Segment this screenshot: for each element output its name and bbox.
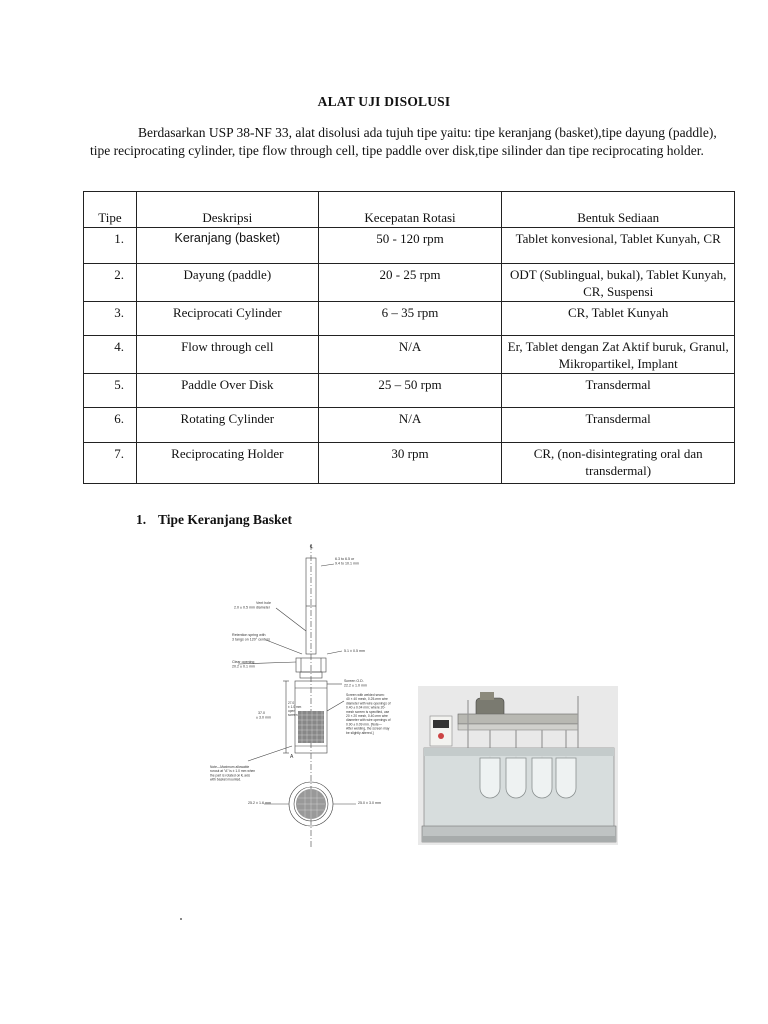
- table-row: [84, 264, 735, 302]
- cell-tipe: 3.: [84, 302, 137, 336]
- cell-tipe: 6.: [84, 408, 137, 443]
- label-h37-line-2: ± 3.0 mm: [256, 715, 271, 720]
- label-weld: [346, 693, 391, 735]
- label-centerline: ℄: [310, 544, 314, 550]
- cell-deskripsi: Flow through cell: [136, 336, 318, 374]
- document-title: ALAT UJI DISOLUSI: [317, 94, 451, 109]
- cell-deskripsi: Keranjang (basket): [136, 228, 318, 264]
- label-weld-line-1: Screen with welded seam:: [346, 693, 385, 697]
- label-clear: [232, 660, 255, 669]
- cell-kecepatan: 6 – 35 rpm: [318, 302, 502, 336]
- label-note-line-4: with basket mounted.: [210, 777, 242, 782]
- header-sediaan: Bentuk Sediaan: [502, 192, 735, 228]
- table-header-row: [84, 192, 735, 228]
- table-row: [84, 374, 735, 408]
- cell-tipe: 1.: [84, 228, 137, 264]
- cell-sediaan: Transdermal: [502, 374, 735, 408]
- label-screen-line-1: Screen O.D.: [344, 679, 364, 683]
- label-clear-line-1: Clear opening: [232, 660, 255, 664]
- label-weld-line-3: diameter with wire openings of: [346, 701, 391, 706]
- cell-sediaan: CR, (non-disintegrating oral dan transdermal): [502, 443, 735, 484]
- cell-sediaan: CR, Tablet Kunyah: [502, 302, 735, 336]
- label-d252: 25.2 ± 1.6 mm: [248, 801, 271, 805]
- stray-mark: [180, 918, 182, 920]
- label-weld-line-10: be slightly altered.]: [346, 730, 374, 735]
- cell-deskripsi: Dayung (paddle): [136, 264, 318, 302]
- cell-kecepatan: 25 – 50 rpm: [318, 374, 502, 408]
- cell-deskripsi: Rotating Cylinder: [136, 408, 318, 443]
- label-screen: [344, 679, 367, 688]
- cell-sediaan: Er, Tablet dengan Zat Aktif buruk, Granul, Mikropartikel, Implant: [502, 336, 735, 374]
- label-weld-line-8: 0.90 ± 0.09 mm. [Note—: [346, 722, 382, 727]
- basket-diagram: [206, 536, 412, 854]
- label-spring: [232, 633, 270, 642]
- cell-tipe: 4.: [84, 336, 137, 374]
- label-weld-line-5: mesh screen is specified, use: [346, 709, 390, 714]
- label-open-line-1: 27.0: [288, 701, 295, 705]
- label-weld-line-2: 40 × 40 mesh, 0.25-mm wire: [346, 697, 388, 702]
- label-shaft-line-1: 6.3 to 6.5 or: [335, 557, 355, 561]
- label-screen-line-2: 22.2 ± 1.0 mm: [344, 683, 367, 688]
- cell-deskripsi: Paddle Over Disk: [136, 374, 318, 408]
- label-d250: 25.0 ± 3.0 mm: [358, 801, 381, 805]
- label-shaft: [335, 557, 359, 566]
- label-note-line-1: Note—Maximum allowable: [210, 765, 250, 769]
- cell-deskripsi: Reciprocati Cylinder: [136, 302, 318, 336]
- label-note-line-3: the part is rotated on ℄ axis: [210, 773, 251, 778]
- label-a: A: [290, 754, 294, 760]
- cell-kecepatan: N/A: [318, 336, 502, 374]
- dissolution-apparatus-photo: [418, 686, 618, 845]
- table-row: [84, 443, 735, 484]
- label-weld-line-7: diameter with wire openings of: [346, 718, 391, 723]
- label-shaft-line-2: 9.4 to 10.1 mm: [335, 561, 359, 566]
- intro-text: Berdasarkan USP 38-NF 33, alat disolusi ada tujuh tipe yaitu: tipe keranjang (basket),tipe dayung (paddle), tipe reciprocating cylinder, tipe flow through cell, tipe paddle over disk,tipe silinder dan tipe reciprocating holder.: [90, 125, 717, 158]
- table-row: [84, 228, 735, 264]
- table-row: [84, 302, 735, 336]
- cell-sediaan: ODT (Sublingual, bukal), Tablet Kunyah, CR, Suspensi: [502, 264, 735, 302]
- header-tipe: Tipe: [84, 192, 137, 228]
- label-vent: [234, 601, 271, 610]
- cell-tipe: 7.: [84, 443, 137, 484]
- section-heading: [136, 512, 292, 528]
- cell-kecepatan: 20 - 25 rpm: [318, 264, 502, 302]
- label-spring-line-2: 3 tangs on 120° centers: [232, 637, 270, 642]
- table-row: [84, 408, 735, 443]
- label-vent-line-1: Vent hole: [256, 601, 271, 605]
- label-weld-line-9: After welding, the screen may: [346, 726, 390, 731]
- label-h37-line-1: 37.0: [258, 711, 265, 715]
- label-open-line-4: screen: [288, 713, 298, 717]
- label-spring-line-1: Retention spring with: [232, 633, 266, 637]
- cell-tipe: 5.: [84, 374, 137, 408]
- cell-kecepatan: 30 rpm: [318, 443, 502, 484]
- cell-sediaan: Transdermal: [502, 408, 735, 443]
- label-dim51: 5.1 ± 0.5 mm: [344, 649, 365, 653]
- cell-sediaan: Tablet konvesional, Tablet Kunyah, CR: [502, 228, 735, 264]
- header-kecepatan: Kecepatan Rotasi: [318, 192, 502, 228]
- cell-deskripsi: Reciprocating Holder: [136, 443, 318, 484]
- label-open-line-3: open: [288, 709, 296, 713]
- label-vent-line-2: 2.0 ± 0.5 mm diameter: [234, 605, 270, 610]
- table-row: [84, 336, 735, 374]
- label-h37: [256, 711, 271, 720]
- dissolution-table: [83, 191, 735, 484]
- label-clear-line-2: 20.2 ± 0.1 mm: [232, 664, 255, 669]
- cell-kecepatan: N/A: [318, 408, 502, 443]
- cell-tipe: 2.: [84, 264, 137, 302]
- label-weld-line-4: 0.40 ± 0.04 mm; where 20-: [346, 705, 386, 710]
- header-deskripsi: Deskripsi: [136, 192, 318, 228]
- label-weld-line-6: 20 × 20 mesh, 0.40-mm wire: [346, 714, 388, 718]
- label-open-line-2: ± 1.0 mm: [288, 705, 302, 709]
- section-number: 1.: [136, 512, 147, 527]
- section-title: Tipe Keranjang Basket: [158, 512, 293, 527]
- label-note-line-2: runout at "A" is ± 1.0 mm when: [210, 769, 256, 774]
- intro-paragraph: [90, 124, 720, 160]
- cell-kecepatan: 50 - 120 rpm: [318, 228, 502, 264]
- label-note: [210, 765, 256, 782]
